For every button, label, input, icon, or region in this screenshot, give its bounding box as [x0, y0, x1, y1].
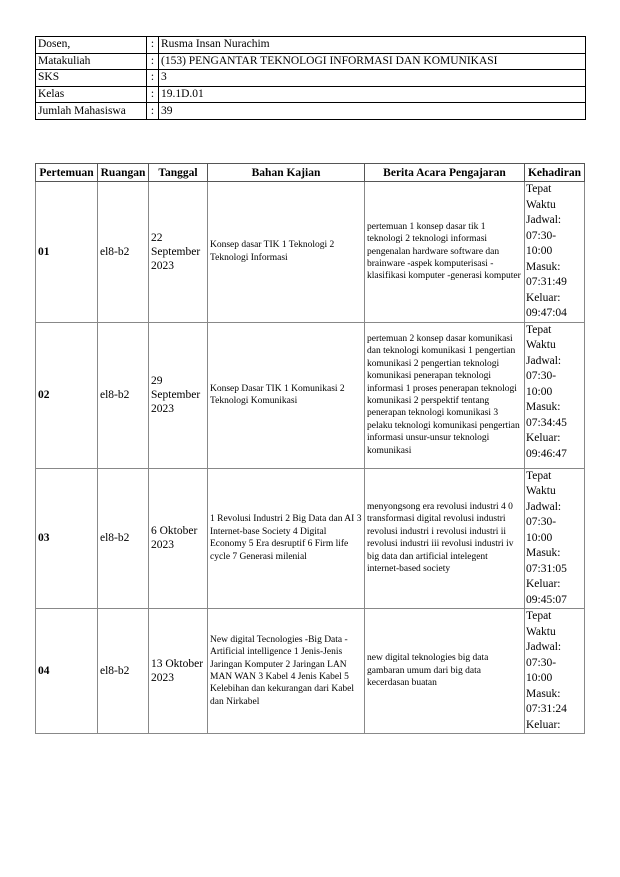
kehadiran-line: 09:47:04	[526, 307, 567, 319]
cell-ruangan: el8-b2	[98, 182, 149, 323]
cell-berita-acara: new digital teknologies big data gambaran umum dari big data kecerdasan buatan	[365, 609, 525, 734]
kehadiran-line: Masuk:	[526, 401, 561, 413]
cell-ruangan: el8-b2	[98, 609, 149, 734]
cell-kehadiran	[525, 609, 585, 734]
kehadiran-line: 07:30-	[526, 370, 557, 382]
cell-bahan-kajian: New digital Tecnologies -Big Data -Artificial intelligence 1 Jenis-Jenis Jaringan Komputer 2 Jaringan LAN MAN WAN 3 Kabel 4 Jenis Kabel 5 Kelebihan dan kekurangan dari Kabel dan Nirkabel	[208, 609, 365, 734]
info-value: 19.1D.01	[159, 86, 586, 103]
kehadiran-line: 07:34:45	[526, 416, 567, 429]
kehadiran-line: 09:45:07	[526, 593, 567, 606]
kehadiran-line: Waktu	[526, 339, 556, 351]
cell-kehadiran	[525, 468, 585, 609]
kehadiran-line: 10:00	[526, 245, 553, 257]
table-row	[36, 182, 585, 323]
cell-ruangan: el8-b2	[98, 468, 149, 609]
info-value: Rusma Insan Nurachim	[159, 37, 586, 54]
cell-tanggal: 22 September 2023	[149, 182, 208, 323]
cell-tanggal: 29 September 2023	[149, 322, 208, 468]
kehadiran-line: 10:00	[526, 385, 553, 398]
info-row-jumlah-mahasiswa	[36, 103, 586, 120]
info-label: SKS	[36, 70, 147, 87]
cell-pertemuan: 04	[36, 609, 98, 734]
info-value: (153) PENGANTAR TEKNOLOGI INFORMASI DAN KOMUNIKASI	[159, 53, 586, 70]
info-value: 39	[159, 103, 586, 120]
kehadiran-line: Tepat	[526, 469, 552, 482]
header-ruangan: Ruangan	[98, 164, 149, 182]
header-berita-acara: Berita Acara Pengajaran	[365, 164, 525, 182]
cell-bahan-kajian: 1 Revolusi Industri 2 Big Data dan AI 3 Internet-base Society 4 Digital Economy 5 Era desruptif 6 Firm life cycle 7 Generasi milenial	[208, 468, 365, 609]
course-info-table	[35, 36, 586, 120]
header-pertemuan: Pertemuan	[36, 164, 98, 182]
info-label: Kelas	[36, 86, 147, 103]
kehadiran-line: 07:31:24	[526, 703, 567, 715]
cell-pertemuan: 01	[36, 182, 98, 323]
cell-berita-acara: pertemuan 1 konsep dasar tik 1 teknologi 2 teknologi informasi pengenalan hardware software dan brainware -aspek komputerisasi -klasifikasi komputer -generasi komputer	[365, 182, 525, 323]
cell-tanggal: 13 Oktober 2023	[149, 609, 208, 734]
info-separator: :	[147, 53, 159, 70]
cell-pertemuan: 03	[36, 468, 98, 609]
info-row-kelas	[36, 86, 586, 103]
kehadiran-line: 10:00	[526, 531, 553, 544]
info-separator: :	[147, 86, 159, 103]
kehadiran-line: Jadwal:	[526, 354, 562, 367]
kehadiran-line: 07:30-	[526, 516, 557, 528]
kehadiran-line: Waktu	[526, 625, 556, 638]
kehadiran-line: 07:31:05	[526, 562, 567, 575]
kehadiran-line: Masuk:	[526, 260, 561, 273]
kehadiran-line: 09:46:47	[526, 447, 567, 460]
cell-tanggal: 6 Oktober 2023	[149, 468, 208, 609]
kehadiran-line: Jadwal:	[526, 500, 562, 513]
kehadiran-line: Keluar:	[526, 578, 561, 590]
kehadiran-line: Masuk:	[526, 547, 561, 559]
info-value: 3	[159, 70, 586, 87]
info-label: Dosen,	[36, 37, 147, 54]
info-label: Jumlah Mahasiswa	[36, 103, 147, 120]
header-tanggal: Tanggal	[149, 164, 208, 182]
kehadiran-line: Jadwal:	[526, 641, 562, 653]
kehadiran-line: Tepat	[526, 183, 552, 195]
kehadiran-line: 10:00	[526, 672, 553, 684]
info-label: Matakuliah	[36, 53, 147, 70]
info-row-sks	[36, 70, 586, 87]
info-separator: :	[147, 70, 159, 87]
cell-berita-acara: pertemuan 2 konsep dasar komunikasi dan teknologi komunikasi 1 pengertian komunikasi 2 pengertian teknologi komunikasi penerapan teknologi informasi 1 proses penerapan teknologi komunikasi 2 perspektif tentang penerapan teknologi komunikasi 3 pelaku teknologi komunikasi pengertian informasi unsur-unsur teknologi komunikasi	[365, 322, 525, 468]
table-row	[36, 468, 585, 609]
cell-berita-acara: menyongsong era revolusi industri 4 0 transformasi digital revolusi industri revolusi industri i revolusi industri ii revolusi industri iii revolusi industri iv big data dan artificial intelegent internet-based society	[365, 468, 525, 609]
kehadiran-line: 07:30-	[526, 656, 557, 669]
cell-kehadiran	[525, 322, 585, 468]
info-separator: :	[147, 37, 159, 54]
kehadiran-line: 07:30-	[526, 229, 557, 242]
table-row	[36, 609, 585, 734]
info-row-dosen	[36, 37, 586, 54]
info-row-matakuliah	[36, 53, 586, 70]
kehadiran-line: Masuk:	[526, 687, 561, 700]
kehadiran-line: Waktu	[526, 485, 556, 497]
kehadiran-line: Tepat	[526, 323, 552, 336]
header-kehadiran: Kehadiran	[525, 164, 585, 182]
kehadiran-line: 07:31:49	[526, 276, 567, 288]
cell-pertemuan: 02	[36, 322, 98, 468]
kehadiran-line: Jadwal:	[526, 214, 562, 226]
info-separator: :	[147, 103, 159, 120]
kehadiran-line: Keluar:	[526, 291, 561, 304]
cell-kehadiran	[525, 182, 585, 323]
table-header-row	[36, 164, 585, 182]
kehadiran-line: Keluar:	[526, 432, 561, 444]
attendance-table	[35, 163, 585, 734]
cell-bahan-kajian: Konsep Dasar TIK 1 Komunikasi 2 Teknologi Komunikasi	[208, 322, 365, 468]
kehadiran-line: Tepat	[526, 610, 552, 622]
header-bahan-kajian: Bahan Kajian	[208, 164, 365, 182]
table-row	[36, 322, 585, 468]
kehadiran-line: Waktu	[526, 198, 556, 211]
kehadiran-line: Keluar:	[526, 718, 561, 731]
cell-bahan-kajian: Konsep dasar TIK 1 Teknologi 2 Teknologi Informasi	[208, 182, 365, 323]
cell-ruangan: el8-b2	[98, 322, 149, 468]
